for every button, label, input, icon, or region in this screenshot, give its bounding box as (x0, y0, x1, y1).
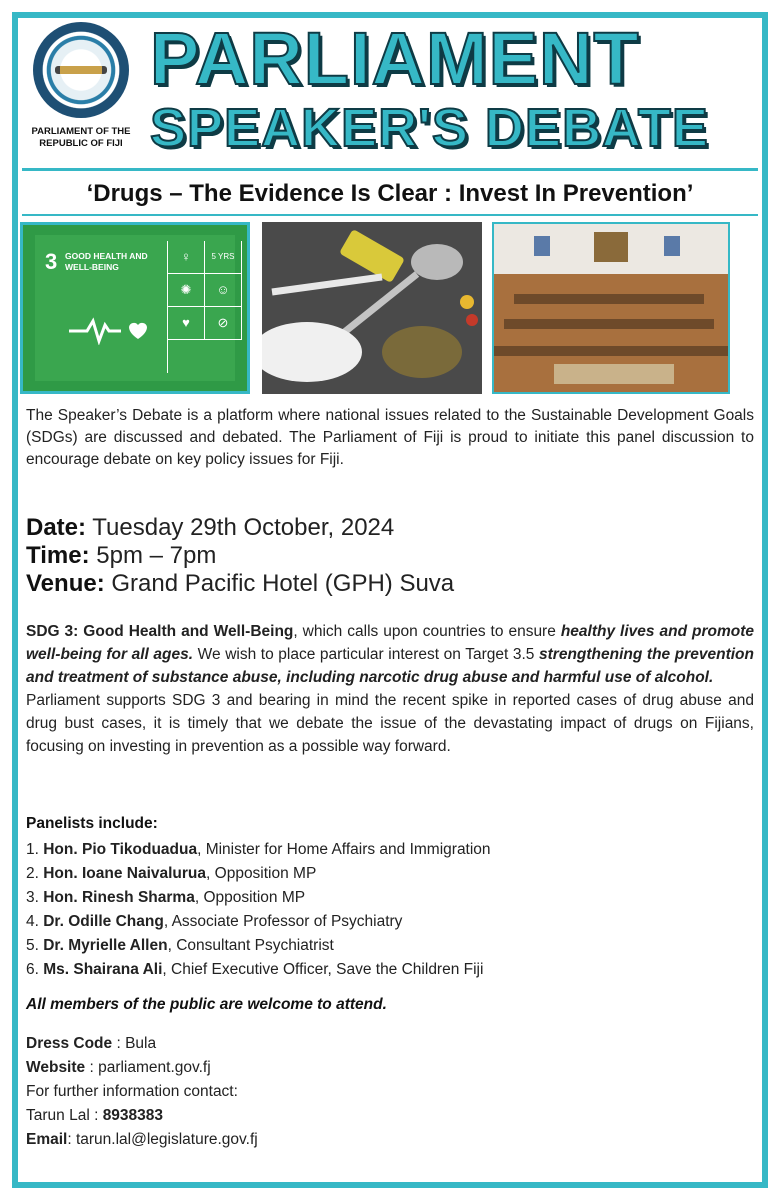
logo-caption-line1: PARLIAMENT OF THE (31, 126, 131, 137)
panelists-heading: Panelists include: (26, 815, 158, 832)
event-details (26, 514, 454, 598)
sdg-label: GOOD HEALTH AND WELL-BEING (65, 251, 148, 272)
email-label: Email (26, 1131, 68, 1148)
list-item (26, 862, 491, 886)
panelist-name: Dr. Myrielle Allen (43, 937, 168, 954)
sdg-emphasis-2: strengthening the prevention and treatment of substance abuse, including narcotic drug abuse and harmful use of alcohol. (26, 646, 754, 686)
dress-code-row (26, 1032, 258, 1056)
list-item (26, 910, 491, 934)
list-item (26, 886, 491, 910)
virus-icon: ✺ (168, 274, 205, 307)
panelist-role: , Minister for Home Affairs and Immigration (197, 841, 491, 858)
public-welcome: All members of the public are welcome to attend. (26, 996, 387, 1013)
sdg-text: , which calls upon countries to ensure (293, 623, 561, 640)
sdg-emphasis-1: healthy lives and promote well-being for all ages. (26, 623, 755, 663)
date-label: Date: (26, 514, 87, 541)
parliament-chamber-photo (492, 222, 730, 394)
venue-row (26, 570, 454, 598)
heart-icon: ♥ (168, 307, 205, 340)
venue-value: Grand Pacific Hotel (GPH) Suva (104, 570, 455, 597)
contact-person: Tarun Lal : (26, 1107, 103, 1124)
date-row (26, 514, 454, 542)
panelists-list (26, 838, 491, 982)
divider (22, 214, 758, 216)
sdg-text-2: We wish to place particular interest on Target 3.5 (193, 646, 540, 663)
logo-caption (22, 126, 140, 150)
contact-person-row (26, 1104, 258, 1128)
list-number: 1. (26, 841, 44, 858)
panelist-name: Hon. Pio Tikoduadua (43, 841, 198, 858)
dress-code-label: Dress Code (26, 1035, 113, 1052)
divider (22, 168, 758, 171)
list-number: 4. (26, 913, 44, 930)
list-item (26, 934, 491, 958)
panelist-name: Dr. Odille Chang (43, 913, 164, 930)
child-health-icon: 5 YRS (205, 241, 242, 274)
list-number: 2. (26, 865, 44, 882)
mother-icon: ♀ (168, 241, 205, 274)
list-item (26, 958, 491, 982)
sdg3-tile-image (20, 222, 250, 394)
website-link[interactable]: : parliament.gov.fj (85, 1059, 211, 1076)
list-number: 5. (26, 937, 44, 954)
dress-code-value: : Bula (112, 1035, 157, 1052)
chamber-icon (494, 224, 728, 392)
family-icon: ☺ (205, 274, 242, 307)
drug-paraphernalia-icon (262, 222, 482, 394)
panelist-name: Hon. Rinesh Sharma (43, 889, 195, 906)
sdg-paragraph-1 (26, 620, 754, 689)
mace-icon (55, 66, 107, 74)
intro-paragraph: The Speaker’s Debate is a platform where national issues related to the Sustainable Development Goals (SDGs) are discussed and debated. The Parliament of Fiji is proud to initiate this panel discussion to encourage debate on key policy issues for Fiji. (26, 407, 754, 468)
time-value: 5pm – 7pm (89, 542, 217, 569)
list-number: 6. (26, 961, 44, 978)
sdg-title: SDG 3: Good Health and Well-Being (26, 623, 294, 640)
time-row (26, 542, 454, 570)
date-value: Tuesday 29th October, 2024 (86, 514, 395, 541)
panelist-role: , Consultant Psychiatrist (167, 937, 334, 954)
contact-block (26, 1032, 258, 1152)
venue-label: Venue: (26, 570, 105, 597)
website-label: Website (26, 1059, 86, 1076)
no-symbol-icon: ⊘ (205, 307, 242, 340)
list-item (26, 838, 491, 862)
panelist-name: Hon. Ioane Naivalurua (43, 865, 207, 882)
parliament-seal-icon (33, 22, 129, 118)
logo-caption-line2: REPUBLIC OF FIJI (39, 138, 123, 149)
panelist-role: , Opposition MP (206, 865, 317, 882)
panelist-name: Ms. Shairana Ali (43, 961, 163, 978)
panelist-role: , Opposition MP (194, 889, 306, 906)
poster-subtitle: SPEAKER'S DEBATE (150, 98, 709, 158)
contact-phone[interactable]: 8938383 (102, 1107, 164, 1124)
sdg-paragraph-2: Parliament supports SDG 3 and bearing in mind the recent spike in reported cases of drug abuse and drug bust cases, it is timely that we debate the issue of the devastating impact of drugs on Fijians, focusing on investing in prevention as a possible way forward. (26, 692, 754, 755)
poster-title: PARLIAMENT (150, 17, 640, 100)
debate-theme: ‘Drugs – The Evidence Is Clear : Invest In Prevention’ (86, 180, 694, 207)
sdg-target-icons (167, 241, 242, 373)
drugs-photo (262, 222, 482, 394)
sdg-number: 3 (45, 249, 58, 274)
time-label: Time: (26, 542, 90, 569)
parliament-logo (22, 22, 140, 150)
panelist-role: , Chief Executive Officer, Save the Children Fiji (162, 961, 484, 978)
website-row (26, 1056, 258, 1080)
sdg-paragraph (26, 620, 754, 758)
list-number: 3. (26, 889, 44, 906)
email-link[interactable]: : tarun.lal@legislature.gov.fj (67, 1131, 258, 1148)
contact-info: For further information contact: (26, 1083, 238, 1100)
heartbeat-icon (69, 315, 149, 345)
email-row (26, 1128, 258, 1152)
panelist-role: , Associate Professor of Psychiatry (163, 913, 403, 930)
